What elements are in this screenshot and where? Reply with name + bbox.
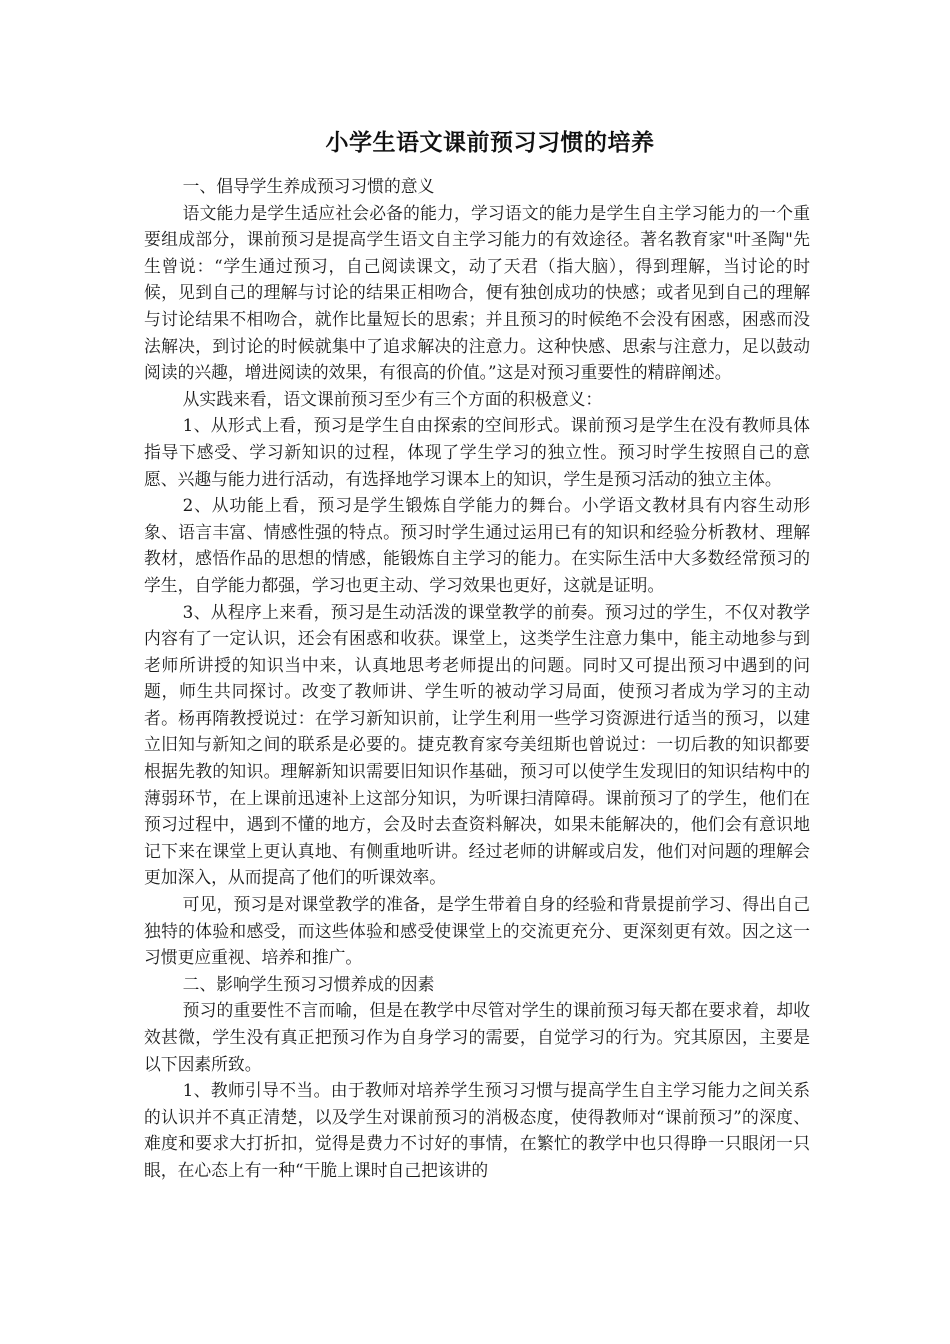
paragraph: 1、从形式上看，预习是学生自由探索的空间形式。课前预习是学生在没有教师具体指导下感受、学习新知识的过程，体现了学生学习的独立性。预习时学生按照自己的意愿、兴趣与能力进行活动，有选择地学习课本上的知识，学生是预习活动的独立主体。: [144, 415, 810, 489]
section-heading-2: 二、影响学生预习习惯养成的因素: [182, 973, 435, 994]
paragraph: 可见，预习是对课堂教学的准备，是学生带着自身的经验和背景提前学习、得出自己独特的体验和感受，而这些体验和感受使课堂上的交流更充分、更深刻更有效。因之这一习惯更应重视、培养和推广。: [144, 894, 810, 968]
paragraph: 2、从功能上看，预习是学生锻炼自学能力的舞台。小学语文教材具有内容生动形象、语言丰富、情感性强的特点。预习时学生通过运用已有的知识和经验分析教材、理解教材，感悟作品的思想的情感，能锻炼自主学习的能力。在实际生活中大多数经常预习的学生，自学能力都强，学习也更主动、学习效果也更好，这就是证明。: [144, 495, 810, 595]
section-heading-1: 一、倡导学生养成预习习惯的意义: [182, 176, 435, 196]
paragraph: 从实践来看，语文课前预习至少有三个方面的积极意义：: [182, 388, 603, 409]
paragraph: 语文能力是学生适应社会必备的能力，学习语文的能力是学生自主学习能力的一个重要组成部分，课前预习是提高学生语文自主学习能力的有效途径。著名教育家"叶圣陶"先生曾说：“学生通过预习，自己阅读课文，动了天君（指大脑），得到理解，当讨论的时候，见到自己的理解与讨论的结果正相吻合，便有独创成功的快感；或者见到自己的理解与讨论结果不相吻合，就作比量短长的思索；并且预习的时候绝不会没有困惑，困惑而没法解决，到讨论的时候就集中了追求解决的注意力。这种快感、思索与注意力，足以鼓动阅读的兴趣，增进阅读的效果，有很高的价值。”这是对预习重要性的精辟阐述。: [144, 202, 810, 383]
document-title: 小学生语文课前预习习惯的培养: [325, 129, 655, 156]
document-body: [144, 173, 810, 1184]
paragraph: 3、从程序上来看，预习是生动活泼的课堂教学的前奏。预习过的学生，不仅对教学内容有了一定认识，还会有困惑和收获。课堂上，这类学生注意力集中，能主动地参与到老师所讲授的知识当中来，认真地思考老师提出的问题。同时又可提出预习中遇到的问题，师生共同探讨。改变了教师讲、学生听的被动学习局面，使预习者成为学习的主动者。杨再隋教授说过：在学习新知识前，让学生利用一些学习资源进行适当的预习，以建立旧知与新知之间的联系是必要的。捷克教育家夸美纽斯也曾说过：一切后教的知识都要根据先教的知识。理解新知识需要旧知识作基础，预习可以使学生发现旧的知识结构中的薄弱环节，在上课前迅速补上这部分知识，为听课扫清障碍。课前预习了的学生，他们在预习过程中，遇到不懂的地方，会及时去查资料解决，如果未能解决的，他们会有意识地记下来在课堂上更认真地、有侧重地听讲。经过老师的讲解或启发，他们对问题的理解会更加深入，从而提高了他们的听课效率。: [144, 601, 810, 888]
paragraph: 1、教师引导不当。由于教师对培养学生预习习惯与提高学生自主学习能力之间关系的认识并不真正清楚，以及学生对课前预习的消极态度，使得教师对“课前预习”的深度、难度和要求大打折扣，觉得是费力不讨好的事情，在繁忙的教学中也只得睁一只眼闭一只眼，在心态上有一种“干脆上课时自己把该讲的: [144, 1080, 810, 1180]
paragraph: 预习的重要性不言而喻，但是在教学中尽管对学生的课前预习每天都在要求着，却收效甚微，学生没有真正把预习作为自身学习的需要，自觉学习的行为。究其原因，主要是以下因素所致。: [144, 1000, 810, 1074]
